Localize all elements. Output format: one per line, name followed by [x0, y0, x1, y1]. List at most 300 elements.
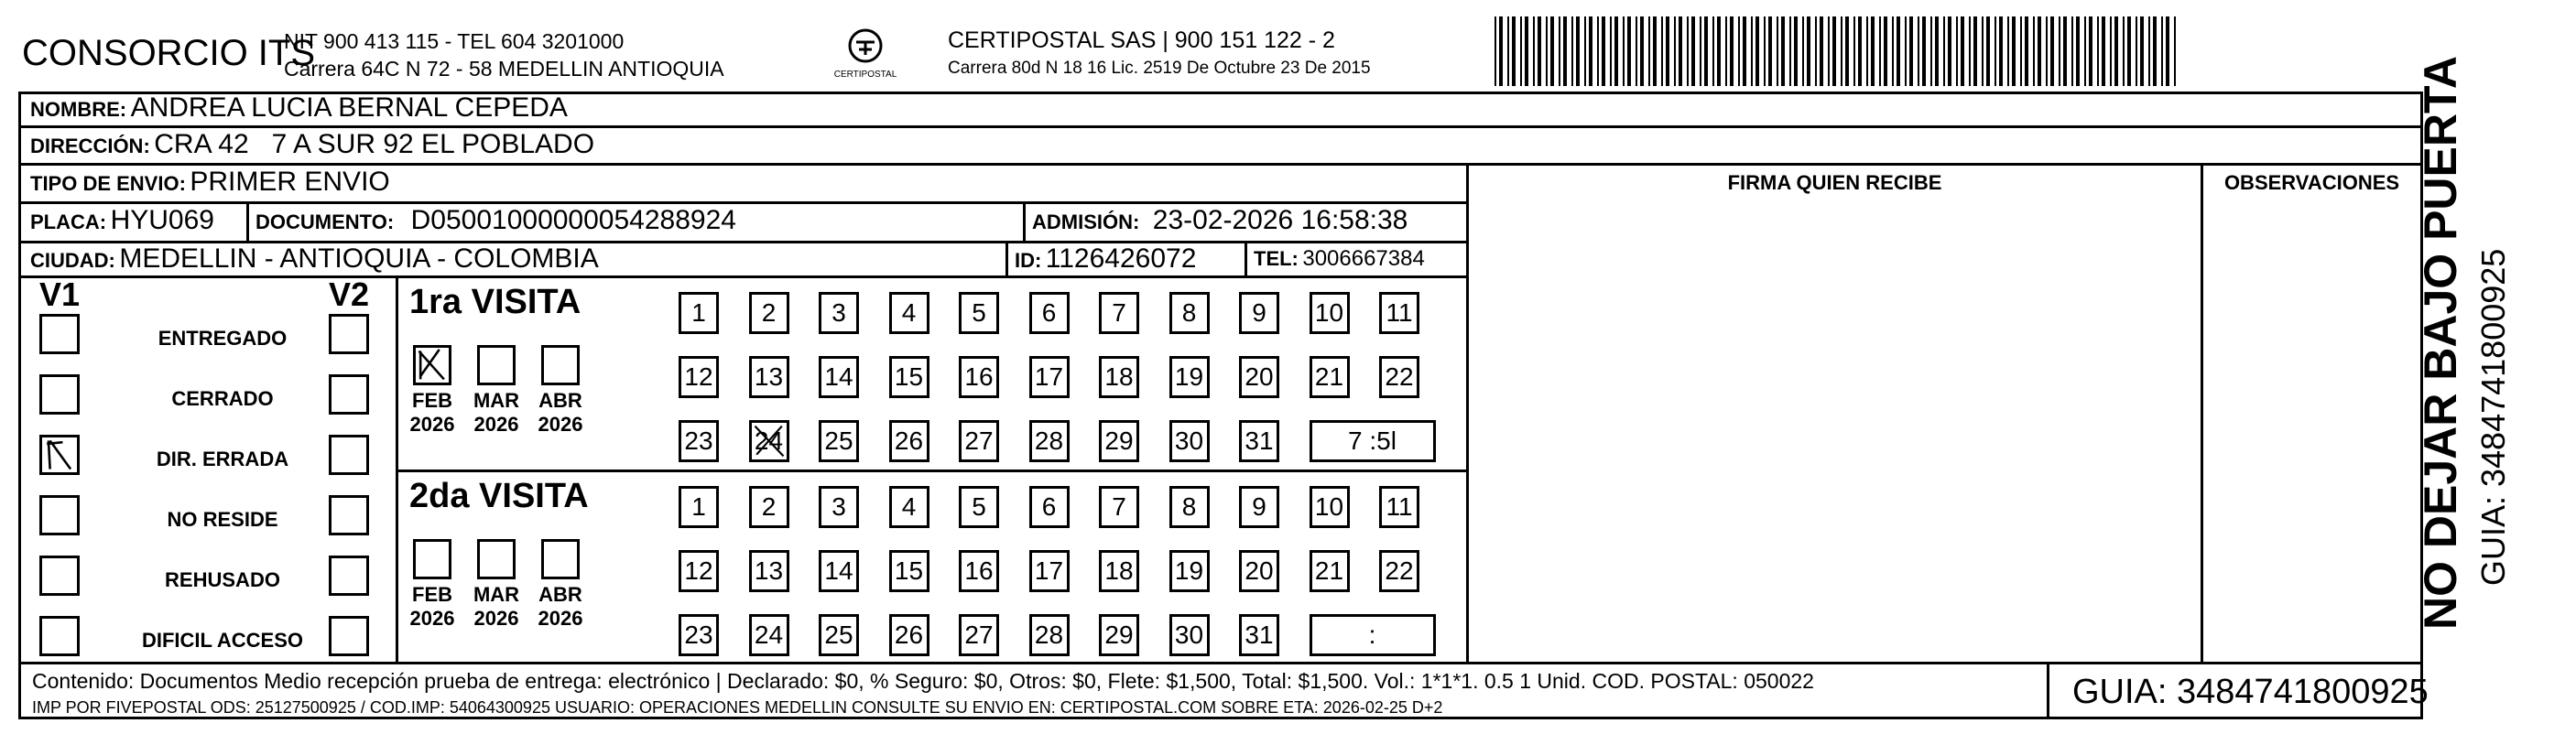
- day-box[interactable]: [749, 356, 789, 398]
- day-box[interactable]: [889, 356, 929, 398]
- barcode-bar: [1986, 16, 1990, 86]
- day-number: 10: [1314, 298, 1344, 327]
- barcode-bar: [1815, 16, 1817, 86]
- barcode-bar: [1520, 16, 1522, 86]
- day-box[interactable]: [819, 292, 859, 334]
- barcode-bar: [1512, 16, 1516, 86]
- send-type-label: TIPO DE ENVIO:: [30, 172, 186, 195]
- day-number: 12: [684, 362, 713, 391]
- day-box[interactable]: [959, 550, 999, 592]
- barcode-bar: [1559, 16, 1560, 86]
- day-number: 10: [1314, 492, 1344, 521]
- certipostal-logo: [829, 26, 902, 92]
- v2-header: V2: [329, 275, 370, 313]
- barcode-bar: [1648, 16, 1650, 86]
- recipient-address-field: [30, 129, 594, 160]
- day-box[interactable]: [819, 356, 859, 398]
- day-box[interactable]: [1099, 356, 1139, 398]
- day-number: 26: [894, 621, 924, 649]
- barcode-bar: [2076, 16, 2080, 86]
- barcode-bar: [1751, 16, 1753, 86]
- barcode-bar: [1704, 16, 1708, 86]
- day-box[interactable]: [959, 486, 999, 528]
- barcode-bar: [1738, 16, 1740, 86]
- company-address: Carrera 64C N 72 - 58 MEDELLIN ANTIOQUIA: [284, 57, 724, 81]
- status-label: DIR. ERRADA: [156, 448, 289, 470]
- day-number: 1: [691, 298, 706, 327]
- visit-time: :: [1368, 621, 1376, 649]
- day-box[interactable]: [679, 614, 719, 656]
- name-label: NOMBRE:: [30, 98, 127, 121]
- day-box[interactable]: [889, 420, 929, 462]
- day-number: 6: [1041, 492, 1057, 521]
- day-box[interactable]: [749, 550, 789, 592]
- month-checkbox[interactable]: [413, 345, 451, 385]
- observations-column-header: OBSERVACIONES: [2223, 171, 2400, 194]
- admission-date: 23-02-2026 16:58:38: [1152, 205, 1408, 235]
- plate-label: PLACA:: [30, 210, 107, 233]
- barcode-bar: [2097, 16, 2099, 86]
- day-box[interactable]: [679, 420, 719, 462]
- status-v2-checkbox[interactable]: [329, 435, 369, 475]
- barcode-bar: [1781, 16, 1785, 86]
- status-v2-checkbox[interactable]: [329, 314, 369, 354]
- barcode-bar: [1610, 16, 1612, 86]
- month-name: MAR: [473, 389, 520, 412]
- day-box[interactable]: [889, 292, 929, 334]
- day-number: 7: [1112, 298, 1126, 327]
- day-box[interactable]: [1099, 614, 1139, 656]
- day-box[interactable]: [1099, 420, 1139, 462]
- visit-time-box[interactable]: [1310, 614, 1436, 656]
- barcode-bar: [1691, 16, 1695, 86]
- day-box[interactable]: [959, 356, 999, 398]
- day-box[interactable]: [1239, 614, 1279, 656]
- day-box[interactable]: [1169, 550, 1210, 592]
- city-field: [30, 243, 599, 275]
- barcode-bar: [2174, 16, 2176, 86]
- day-number: 11: [1386, 492, 1413, 521]
- barcode-bar: [1807, 16, 1810, 86]
- barcode-bar: [2063, 16, 2067, 86]
- barcode-bar: [1597, 16, 1599, 86]
- barcode-bar: [1584, 16, 1586, 86]
- barcode-bar: [1661, 16, 1663, 86]
- day-number: 27: [964, 426, 994, 455]
- day-number: 23: [684, 621, 713, 649]
- barcode-bar: [1623, 16, 1625, 86]
- barcode-bar: [1755, 16, 1759, 86]
- day-box[interactable]: [819, 486, 859, 528]
- footer-guia: GUIA: 3484741800925: [2072, 673, 2429, 711]
- status-label: ENTREGADO: [158, 327, 288, 350]
- day-number: 5: [972, 298, 986, 327]
- day-number: 18: [1104, 362, 1134, 391]
- address-label: DIRECCIÓN:: [30, 135, 150, 157]
- barcode-bar: [1525, 16, 1528, 86]
- recipient-address: CRA 42 7 A SUR 92 EL POBLADO: [154, 129, 595, 159]
- day-box[interactable]: [679, 292, 719, 334]
- admission-label: ADMISIÓN:: [1032, 210, 1140, 233]
- admission-field: [1032, 205, 1408, 236]
- barcode-bar: [1640, 16, 1644, 86]
- month-name: ABR: [538, 389, 582, 412]
- shipping-label-frame: [18, 92, 2429, 719]
- day-number: 5: [972, 492, 986, 521]
- barcode-bar: [1956, 16, 1958, 86]
- barcode-bar: [1636, 16, 1637, 86]
- barcode-bar: [1918, 16, 1919, 86]
- day-box[interactable]: [819, 550, 859, 592]
- barcode-bar: [2007, 16, 2009, 86]
- day-number: 14: [824, 556, 853, 585]
- barcode-bar: [1743, 16, 1746, 86]
- day-number: 20: [1245, 556, 1274, 585]
- barcode-bar: [2050, 16, 2054, 86]
- visit-time: 7 :5l: [1348, 426, 1397, 455]
- day-number: 15: [894, 362, 924, 391]
- barcode-bar: [2136, 16, 2137, 86]
- id-label: ID:: [1015, 249, 1042, 272]
- month-label: [533, 583, 588, 631]
- month-checkbox[interactable]: [477, 539, 516, 579]
- month-name: FEB: [412, 583, 452, 606]
- day-number: 31: [1245, 426, 1274, 455]
- day-number: 3: [831, 492, 846, 521]
- barcode-bar: [1935, 16, 1939, 86]
- barcode-bar: [2102, 16, 2105, 86]
- barcode-bar: [1832, 16, 1836, 86]
- day-number: 25: [824, 426, 853, 455]
- id-number: 1126426072: [1045, 243, 1197, 274]
- barcode-bar: [2148, 16, 2150, 86]
- status-v2-checkbox[interactable]: [329, 495, 369, 535]
- barcode-bar: [2140, 16, 2144, 86]
- day-box[interactable]: [679, 356, 719, 398]
- day-number: 1: [691, 492, 706, 521]
- day-box[interactable]: [1379, 292, 1419, 334]
- day-number: 6: [1041, 298, 1057, 327]
- barcode-bar: [1820, 16, 1823, 86]
- day-box[interactable]: [819, 614, 859, 656]
- barcode-bar: [1768, 16, 1772, 86]
- day-box[interactable]: [1239, 486, 1279, 528]
- day-box[interactable]: [1239, 550, 1279, 592]
- day-box[interactable]: [959, 614, 999, 656]
- barcode-bar: [1999, 16, 2003, 86]
- visit-title: 2da VISITA: [409, 477, 589, 515]
- barcode-bar: [2025, 16, 2028, 86]
- recipient-name-field: [30, 92, 568, 124]
- barcode-bar: [1627, 16, 1631, 86]
- day-number: 20: [1245, 362, 1274, 391]
- barcode-bar: [1930, 16, 1932, 86]
- day-number: 19: [1174, 556, 1204, 585]
- barcode-bar: [1764, 16, 1766, 86]
- barcode-bar: [1922, 16, 1926, 86]
- barcode-bar: [2123, 16, 2125, 86]
- barcode-bar: [2033, 16, 2035, 86]
- company-info: [284, 27, 724, 82]
- day-box[interactable]: [1379, 486, 1419, 528]
- barcode-bar: [1948, 16, 1951, 86]
- barcode-bar: [2161, 16, 2163, 86]
- courier-name: CERTIPOSTAL SAS | 900 151 122 - 2: [948, 27, 1335, 53]
- barcode-bar: [2084, 16, 2086, 86]
- month-year: 2026: [409, 607, 455, 630]
- barcode-bar: [2020, 16, 2022, 86]
- tel-field: [1254, 246, 1425, 272]
- day-box[interactable]: [1029, 614, 1070, 656]
- tel-label: TEL:: [1254, 247, 1299, 270]
- barcode-bar: [2114, 16, 2118, 86]
- day-box[interactable]: [749, 614, 789, 656]
- barcode-bar: [1871, 16, 1875, 86]
- day-number: 9: [1252, 492, 1266, 521]
- barcode-bar: [2046, 16, 2048, 86]
- footer-content-line: Contenido: Documentos Medio recepción prueba de entrega: electrónico | Declarado: $0, % Seguro: $0, Otros: $0, Flete: $1,500, Total: $1,500. Vol.: 1*1*1. 0.5 1 Unid. COD. POSTAL: 050022: [32, 669, 1814, 693]
- day-number: 29: [1104, 621, 1134, 649]
- barcode-bar: [1730, 16, 1734, 86]
- day-number: 15: [894, 556, 924, 585]
- document-number: D05001000000054288924: [410, 205, 736, 235]
- day-number: 25: [824, 621, 853, 649]
- day-box[interactable]: [679, 550, 719, 592]
- day-box[interactable]: [679, 486, 719, 528]
- day-box[interactable]: [1310, 292, 1350, 334]
- day-box[interactable]: [749, 292, 789, 334]
- barcode-bar: [1700, 16, 1701, 86]
- day-box[interactable]: [1310, 550, 1350, 592]
- plate: HYU069: [110, 205, 214, 235]
- barcode-bar: [1589, 16, 1592, 86]
- barcode-bar: [1533, 16, 1535, 86]
- day-box[interactable]: [889, 486, 929, 528]
- barcode-bar: [1602, 16, 1605, 86]
- barcode-bar: [1687, 16, 1689, 86]
- document-label: DOCUMENTO:: [255, 210, 395, 233]
- barcode-bar: [1973, 16, 1977, 86]
- barcode-bar: [2038, 16, 2041, 86]
- barcode-bar: [2059, 16, 2060, 86]
- month-year: 2026: [473, 413, 519, 436]
- day-check-mark: [752, 423, 787, 459]
- day-number: 4: [901, 492, 917, 521]
- city: MEDELLIN - ANTIOQUIA - COLOMBIA: [119, 243, 599, 274]
- day-number: 22: [1385, 362, 1414, 391]
- barcode-bar: [1507, 16, 1509, 86]
- day-box[interactable]: [889, 550, 929, 592]
- send-type-field: [30, 167, 390, 198]
- side-guia: GUIA: 3484741800925: [2474, 248, 2512, 586]
- day-box[interactable]: [1239, 420, 1279, 462]
- status-v1-checkbox[interactable]: [39, 556, 80, 596]
- day-box[interactable]: [1169, 614, 1210, 656]
- barcode-bar: [2153, 16, 2157, 86]
- day-box[interactable]: [749, 420, 789, 462]
- day-number: 22: [1385, 556, 1414, 585]
- day-number: 28: [1034, 621, 1064, 649]
- barcode-bar: [1897, 16, 1900, 86]
- month-name: FEB: [412, 389, 452, 412]
- day-number: 30: [1174, 426, 1204, 455]
- barcode-bar: [1725, 16, 1727, 86]
- status-v1-checkbox[interactable]: [39, 314, 80, 354]
- month-checkbox[interactable]: [413, 539, 451, 579]
- day-number: 9: [1252, 298, 1266, 327]
- day-number: 14: [824, 362, 853, 391]
- day-number: 24: [754, 621, 784, 649]
- day-number: 28: [1034, 426, 1064, 455]
- barcode-bar: [1828, 16, 1830, 86]
- status-v1-checkbox[interactable]: [39, 495, 80, 535]
- day-box[interactable]: [1169, 356, 1210, 398]
- day-number: 31: [1245, 621, 1274, 649]
- month-year: 2026: [538, 413, 583, 436]
- day-box[interactable]: [819, 420, 859, 462]
- barcode-bar: [1943, 16, 1945, 86]
- visit-time-box[interactable]: [1310, 420, 1436, 462]
- barcode-bar: [2012, 16, 2016, 86]
- barcode-bar: [2127, 16, 2131, 86]
- barcode-bar: [2089, 16, 2092, 86]
- day-number: 8: [1181, 492, 1197, 521]
- day-box[interactable]: [1169, 486, 1210, 528]
- status-v2-checkbox[interactable]: [329, 374, 369, 415]
- month-year: 2026: [409, 413, 455, 436]
- barcode-bar: [2166, 16, 2169, 86]
- month-year: 2026: [538, 607, 583, 630]
- day-number: 3: [831, 298, 846, 327]
- month-label: [469, 389, 524, 437]
- day-number: 29: [1104, 426, 1134, 455]
- day-number: 7: [1112, 492, 1126, 521]
- barcode-bar: [1614, 16, 1618, 86]
- day-number: 17: [1034, 362, 1064, 391]
- month-label: [533, 389, 588, 437]
- day-number: 19: [1174, 362, 1204, 391]
- day-box[interactable]: [1379, 550, 1419, 592]
- barcode-bar: [1653, 16, 1657, 86]
- month-year: 2026: [473, 607, 519, 630]
- day-box[interactable]: [1169, 292, 1210, 334]
- status-v2-checkbox[interactable]: [329, 556, 369, 596]
- barcode-bar: [1571, 16, 1573, 86]
- day-number: 12: [684, 556, 713, 585]
- barcode-bar: [1499, 16, 1503, 86]
- barcode-bar: [1679, 16, 1682, 86]
- courier-address: Carrera 80d N 18 16 Lic. 2519 De Octubre 23 De 2015: [948, 59, 1371, 78]
- status-v1-checkbox[interactable]: [39, 616, 80, 656]
- day-box[interactable]: [1169, 420, 1210, 462]
- day-box[interactable]: [1239, 356, 1279, 398]
- id-field: [1015, 243, 1196, 275]
- month-name: MAR: [473, 583, 520, 606]
- day-box[interactable]: [1099, 292, 1139, 334]
- barcode-bar: [1858, 16, 1862, 86]
- day-box[interactable]: [1029, 292, 1070, 334]
- month-label: [405, 389, 460, 437]
- barcode-bar: [1994, 16, 1996, 86]
- status-v1-checkbox[interactable]: [39, 374, 80, 415]
- barcode-bar: [1845, 16, 1849, 86]
- signature-column-header: FIRMA QUIEN RECIBE: [1727, 171, 1942, 194]
- day-number: 24: [754, 426, 784, 455]
- month-checkbox[interactable]: [541, 539, 580, 579]
- status-label: REHUSADO: [165, 568, 280, 591]
- footer-print-line: IMP POR FIVEPOSTAL ODS: 25127500925 / COD.IMP: 54064300925 USUARIO: OPERACIONES MEDELLIN CONSULTE SU ENVIO EN: CERTIPOSTAL.COM SOBRE ETA: 2026-02-25 D+2: [32, 698, 1443, 717]
- company-name: CONSORCIO ITS: [22, 33, 316, 73]
- month-name: ABR: [538, 583, 582, 606]
- recipient-name: ANDREA LUCIA BERNAL CEPEDA: [130, 92, 568, 123]
- barcode-bar: [1841, 16, 1842, 86]
- day-box[interactable]: [959, 292, 999, 334]
- day-number: 17: [1034, 556, 1064, 585]
- city-label: CIUDAD:: [30, 249, 115, 272]
- barcode-bar: [1546, 16, 1548, 86]
- day-number: 13: [754, 556, 784, 585]
- day-number: 30: [1174, 621, 1204, 649]
- tel-number: 3006667384: [1302, 246, 1425, 271]
- day-box[interactable]: [1310, 356, 1350, 398]
- barcode-bar: [1576, 16, 1580, 86]
- status-label: DIFICIL ACCESO: [141, 629, 303, 652]
- status-v1-checkbox[interactable]: [39, 435, 80, 475]
- day-box[interactable]: [749, 486, 789, 528]
- barcode-bar: [1550, 16, 1554, 86]
- barcode-bar: [1802, 16, 1804, 86]
- day-box[interactable]: [959, 420, 999, 462]
- barcode-bar: [1794, 16, 1798, 86]
- day-box[interactable]: [889, 614, 929, 656]
- barcode-bar: [1666, 16, 1669, 86]
- barcode-bar: [1879, 16, 1881, 86]
- barcode-bar: [2071, 16, 2073, 86]
- day-number: 4: [901, 298, 917, 327]
- status-label: CERRADO: [171, 387, 274, 410]
- day-box[interactable]: [1029, 356, 1070, 398]
- day-number: 11: [1386, 298, 1413, 327]
- barcode-bar: [2110, 16, 2112, 86]
- barcode: [1493, 16, 2181, 86]
- day-box[interactable]: [1029, 420, 1070, 462]
- day-box[interactable]: [1099, 550, 1139, 592]
- day-box[interactable]: [1310, 486, 1350, 528]
- barcode-bar: [1961, 16, 1964, 86]
- month-checkbox[interactable]: [477, 345, 516, 385]
- day-box[interactable]: [1029, 486, 1070, 528]
- barcode-bar: [1495, 16, 1496, 86]
- day-box[interactable]: [1379, 356, 1419, 398]
- day-box[interactable]: [1239, 292, 1279, 334]
- day-box[interactable]: [1029, 550, 1070, 592]
- day-number: 16: [964, 556, 994, 585]
- day-number: 8: [1181, 298, 1197, 327]
- barcode-bar: [1853, 16, 1855, 86]
- day-number: 21: [1314, 556, 1344, 585]
- barcode-bar: [1982, 16, 1984, 86]
- month-checkbox[interactable]: [541, 345, 580, 385]
- document-field: [255, 205, 736, 236]
- barcode-bar: [1905, 16, 1907, 86]
- barcode-bar: [1674, 16, 1676, 86]
- day-box[interactable]: [1099, 486, 1139, 528]
- barcode-bar: [1777, 16, 1778, 86]
- day-number: 16: [964, 362, 994, 391]
- barcode-bar: [1712, 16, 1714, 86]
- barcode-bar: [1884, 16, 1887, 86]
- status-v2-checkbox[interactable]: [329, 616, 369, 656]
